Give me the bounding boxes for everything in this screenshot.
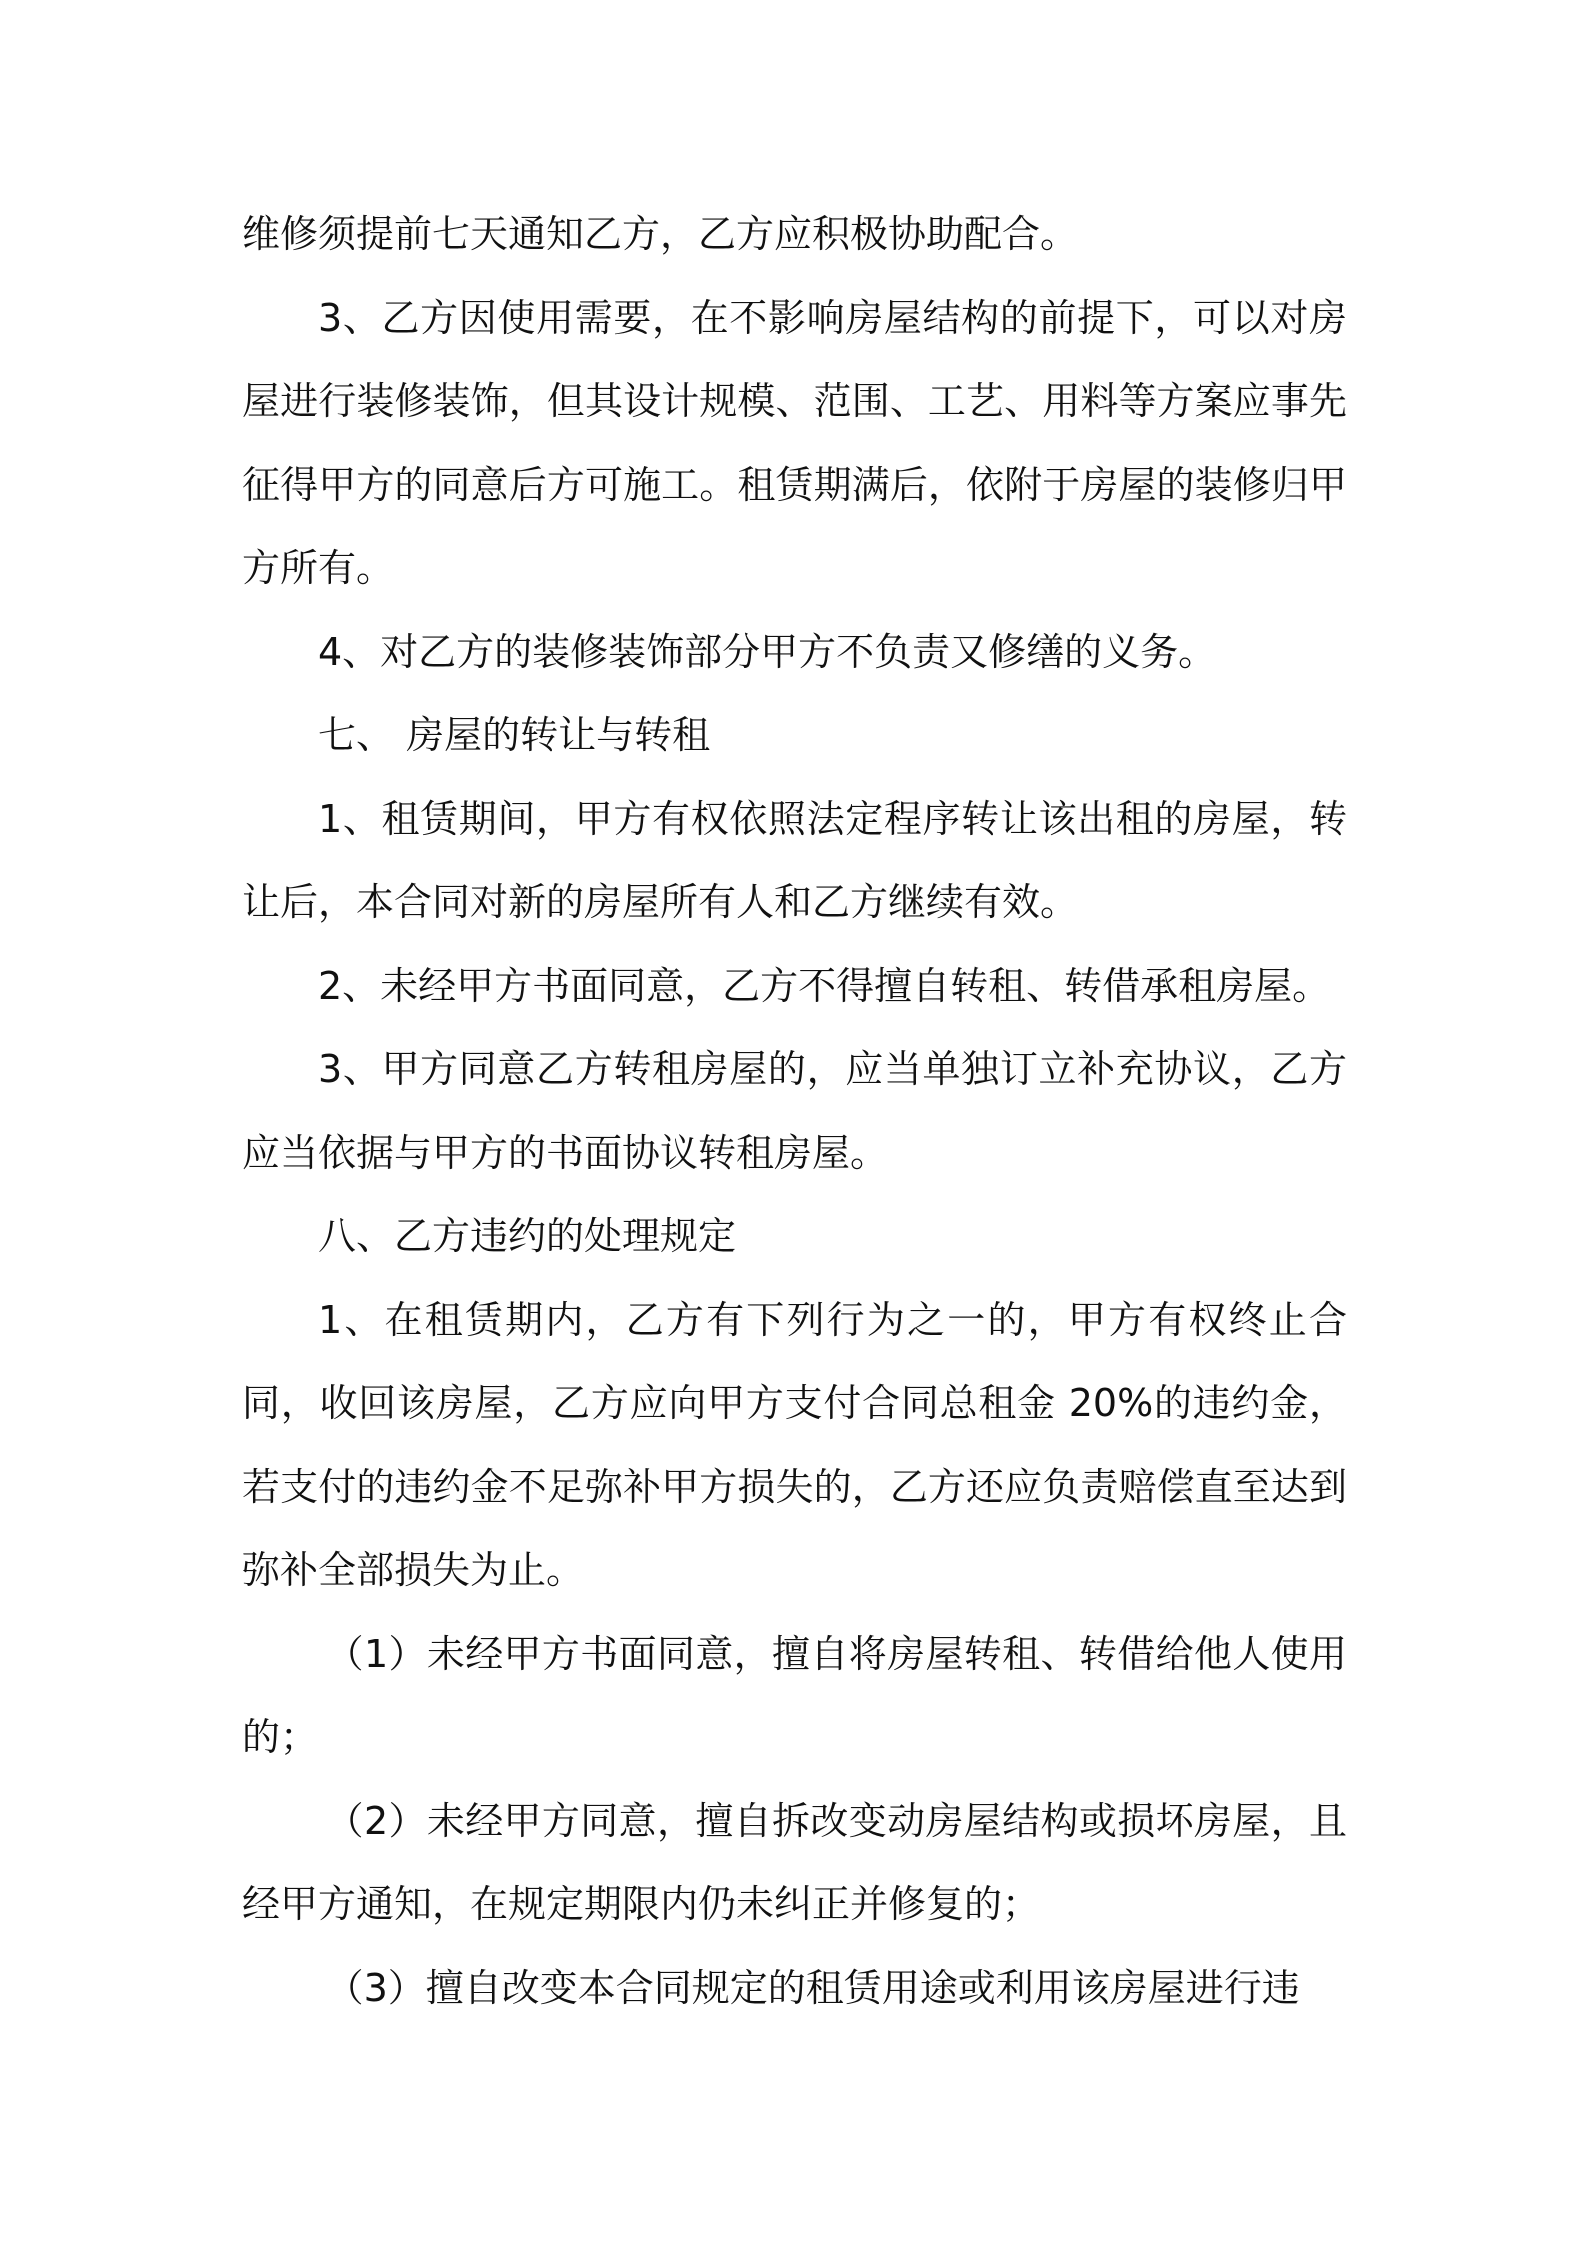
paragraph-clause-6-4: 4、对乙方的装修装饰部分甲方不负责又修缮的义务。 <box>318 629 1217 674</box>
paragraph-item-3: （3）擅自改变本合同规定的租赁用途或利用该房屋进行违 <box>325 1965 1300 2010</box>
paragraph-clause-6-3: 3、乙方因使用需要，在不影响房屋结构的前提下，可以对房屋进行装修装饰，但其设计规模、范围、工艺、用料等方案应事先征得甲方的同意后方可施工。租赁期满后，依附于房屋的装修归甲方所有。 <box>242 295 1347 590</box>
paragraph-clause-8-1: 1、在租赁期内，乙方有下列行为之一的，甲方有权终止合同，收回该房屋，乙方应向甲方支付合同总租金 20%的违约金，若支付的违约金不足弥补甲方损失的，乙方还应负责赔偿直至达到弥补全部损失为止。 <box>242 1297 1347 1592</box>
paragraph-clause-7-1: 1、租赁期间，甲方有权依照法定程序转让该出租的房屋，转让后，本合同对新的房屋所有人和乙方继续有效。 <box>242 796 1347 924</box>
paragraph-item-2: （2）未经甲方同意，擅自拆改变动房屋结构或损坏房屋，且经甲方通知，在规定期限内仍未纠正并修复的； <box>242 1798 1347 1926</box>
paragraph-clause-7-2: 2、未经甲方书面同意，乙方不得擅自转租、转借承租房屋。 <box>318 963 1331 1008</box>
paragraph-clause-7-3: 3、甲方同意乙方转租房屋的，应当单独订立补充协议，乙方应当依据与甲方的书面协议转租房屋。 <box>242 1047 1347 1175</box>
section-heading-7: 七、 房屋的转让与转租 <box>318 713 711 757</box>
section-heading-8: 八、乙方违约的处理规定 <box>318 1214 737 1258</box>
paragraph-item-1: （1）未经甲方书面同意，擅自将房屋转租、转借给他人使用的； <box>242 1631 1347 1759</box>
paragraph-repair-notice: 维修须提前七天通知乙方，乙方应积极协助配合。 <box>242 212 1079 256</box>
document-body <box>242 193 1347 2030</box>
